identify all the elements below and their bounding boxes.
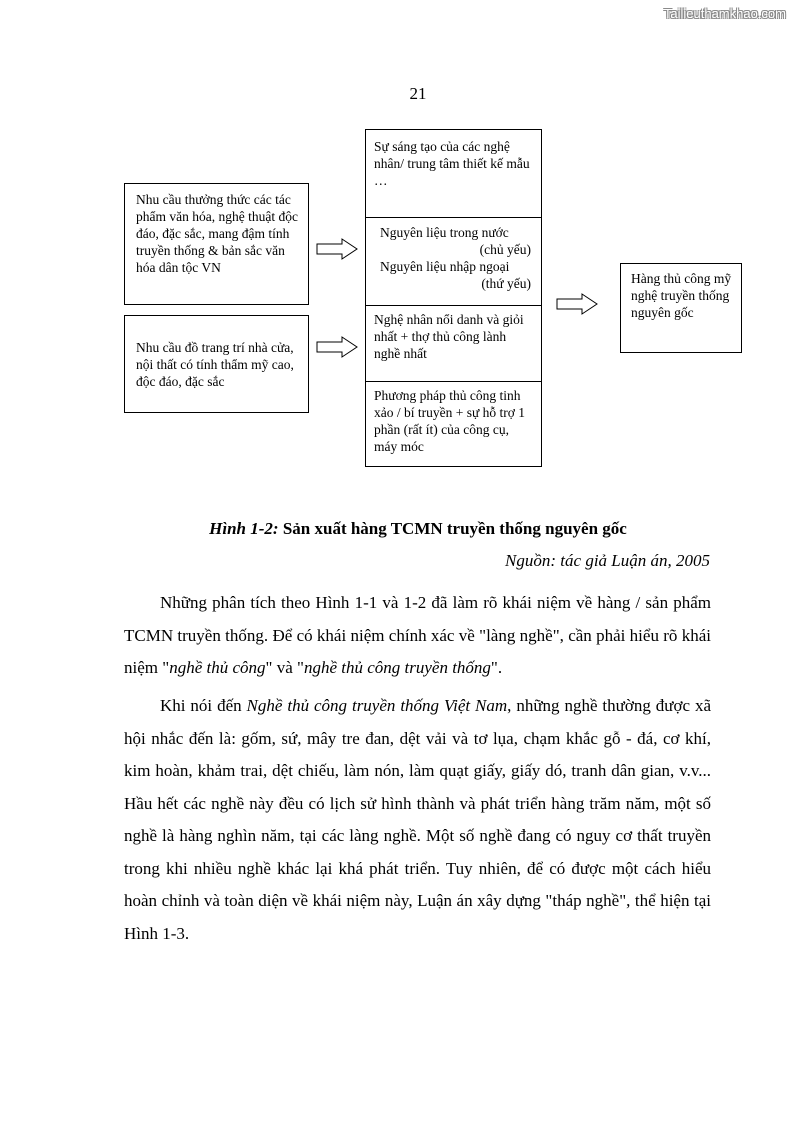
figure-caption bbox=[0, 519, 794, 539]
arrow-right-icon bbox=[316, 238, 358, 260]
p1-text-1: Những phân tích theo Hình 1-1 và 1-2 đã làm rõ khái niệm về hàng / sản phẩm TCMN truyền thống. Để có khái niệm chính xác về "làng nghề", cần phải hiểu rõ khái niệm " bbox=[124, 593, 711, 677]
watermark: Tailieuthamkhao.com bbox=[663, 6, 786, 21]
p2-term-1: Nghề thủ công truyền thống Việt Nam bbox=[246, 696, 508, 715]
factor-design: Sự sáng tạo của các nghệ nhân/ trung tâm thiết kế mẫu … bbox=[366, 130, 541, 218]
production-factors-column bbox=[365, 129, 542, 467]
paragraph-2 bbox=[124, 690, 711, 950]
figure-source: Nguồn: tác giả Luận án, 2005 bbox=[505, 551, 710, 570]
arrow-right-icon bbox=[316, 336, 358, 358]
p1-term-2: nghề thủ công truyền thống bbox=[303, 658, 491, 677]
figure-title: Sản xuất hàng TCMN truyền thống nguyên gốc bbox=[282, 519, 627, 538]
p2-text-2: , những nghề thường được xã hội nhắc đến là: gốm, sứ, mây tre đan, dệt vải và tơ lụa, chạm khắc gỗ - đá, cơ khí, kim hoàn, khảm trai, dệt chiếu, làm nón, làm quạt giấy, giấy dó, tranh dân gian, v.v... Hầu hết các nghề này đều có lịch sử hình thành và phát triển hàng trăm năm, một số nghề là hàng nghìn năm, tại các làng nghề. Một số nghề đang có nguy cơ thất truyền trong khi nhiều nghề khác lại khá phát triển. Tuy nhiên, để có được một cách hiểu hoàn chỉnh và toàn diện về khái niệm này, Luận án xây dựng "tháp nghề", thể hiện tại Hình 1-3. bbox=[124, 696, 711, 943]
materials-imported: Nguyên liệu nhập ngoại bbox=[380, 259, 510, 274]
demand-box-culture: Nhu cầu thưởng thức các tác phẩm văn hóa, nghệ thuật độc đáo, đặc sắc, mang đậm tính truyền thống & bản sắc văn hóa dân tộc VN bbox=[124, 183, 309, 305]
factor-methods: Phương pháp thủ công tinh xảo / bí truyền + sự hỗ trợ 1 phần (rất ít) của công cụ, máy móc bbox=[374, 388, 526, 454]
materials-domestic: Nguyên liệu trong nước bbox=[380, 225, 509, 240]
p1-text-3: ". bbox=[490, 658, 503, 677]
materials-domestic-note: (chủ yếu) bbox=[479, 242, 531, 257]
materials-imported-note: (thứ yếu) bbox=[481, 276, 531, 291]
demand-box-decoration-text: Nhu cầu đồ trang trí nhà cửa, nội thất có tính thẩm mỹ cao, độc đáo, đặc sắc bbox=[136, 339, 294, 389]
p1-term-1: nghề thủ công bbox=[169, 658, 266, 677]
page-number: 21 bbox=[409, 84, 427, 103]
factor-materials bbox=[366, 218, 541, 306]
factor-artisans: Nghệ nhân nổi danh và giỏi nhất + thợ thủ công lành nghề nhất bbox=[366, 306, 541, 382]
p1-text-2: " và " bbox=[265, 658, 304, 677]
p2-text-1: Khi nói đến bbox=[160, 696, 247, 715]
output-box: Hàng thủ công mỹ nghệ truyền thống nguyên gốc bbox=[620, 263, 742, 353]
arrow-right-icon bbox=[556, 293, 598, 315]
paragraph-1 bbox=[124, 587, 711, 685]
demand-box-decoration bbox=[124, 315, 309, 413]
figure-label: Hình 1-2: bbox=[209, 519, 279, 538]
